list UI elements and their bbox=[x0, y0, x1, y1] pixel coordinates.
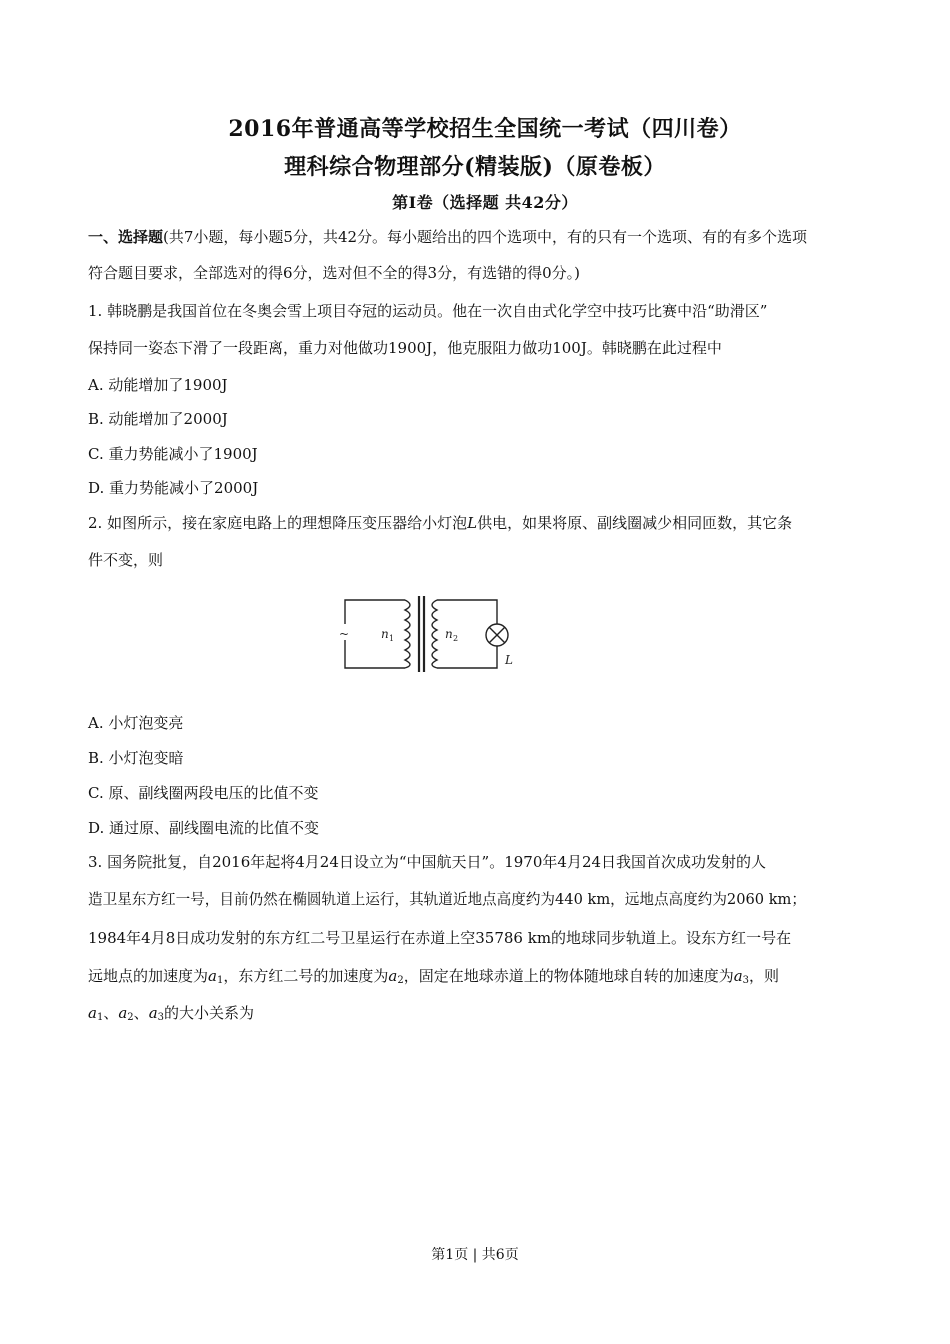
exam-title: 2016年普通高等学校招生全国统一考试（四川卷） bbox=[228, 116, 742, 142]
lamp-variable: L bbox=[467, 514, 478, 532]
lamp-label: L bbox=[505, 653, 513, 667]
page-footer: 第1页 | 共6页 bbox=[431, 1247, 519, 1263]
section-title: 第I卷（选择题 共42分） bbox=[392, 193, 578, 212]
q2-option-d: D. 通过原、副线圈电流的比值不变 bbox=[88, 819, 320, 837]
q1-option-c: C. 重力势能减小了1900J bbox=[88, 445, 258, 463]
n1-subscript: 1 bbox=[389, 634, 395, 643]
q1-option-d: D. 重力势能减小了2000J bbox=[88, 479, 259, 497]
n2-subscript: 2 bbox=[453, 634, 459, 643]
instructions-line-1: 一、选择题(共7小题，每小题5分，共42分。每小题给出的四个选项中，有的只有一个选项、有的有多个选项 bbox=[88, 228, 808, 246]
q2-stem-line-2: 件不变，则 bbox=[88, 551, 164, 569]
exam-subtitle: 理科综合物理部分(精装版)（原卷板） bbox=[284, 154, 666, 180]
q2-option-b: B. 小灯泡变暗 bbox=[88, 749, 184, 767]
section-label: 一、选择题 bbox=[88, 228, 164, 246]
n2-label: n bbox=[445, 627, 453, 641]
q1-stem-line-2: 保持同一姿态下滑了一段距离，重力对他做功1900J，他克服阻力做功100J。韩晓鹏在此过程中 bbox=[88, 339, 722, 357]
q2-option-a: A. 小灯泡变亮 bbox=[88, 714, 184, 732]
n1-label: n bbox=[381, 627, 389, 641]
q3-stem-line-4: 远地点的加速度为$a_1$，东方红二号的加速度为$a_2$，固定在地球赤道上的物体随地球自转的加速度为$a_3$，则 bbox=[88, 967, 780, 986]
q3-stem-line-5: $a_1$、$a_2$、$a_3$的大小关系为 bbox=[88, 1004, 255, 1023]
ac-source-symbol: ~ bbox=[339, 627, 350, 641]
transformer-circuit-diagram bbox=[335, 592, 525, 676]
q1-option-b: B. 动能增加了2000J bbox=[88, 410, 228, 428]
q3-stem-line-1: 3. 国务院批复，自2016年起将4月24日设立为“中国航天日”。1970年4月24日我国首次成功发射的人 bbox=[88, 853, 767, 871]
q2-option-c: C. 原、副线圈两段电压的比值不变 bbox=[88, 784, 319, 802]
q3-stem-line-2: 造卫星东方红一号，目前仍然在椭圆轨道上运行，其轨道近地点高度约为440 km，远地点高度约为2060 km； bbox=[88, 891, 806, 908]
q3-stem-line-3: 1984年4月8日成功发射的东方红二号卫星运行在赤道上空35786 km的地球同步轨道上。设东方红一号在 bbox=[88, 929, 792, 947]
q1-stem-line-1: 1. 韩晓鹏是我国首位在冬奥会雪上项目夺冠的运动员。他在一次自由式化学空中技巧比赛中沿“助滑区” bbox=[88, 302, 768, 320]
instructions-line-2: 符合题目要求，全部选对的得6分，选对但不全的得3分，有选错的得0分。) bbox=[88, 264, 580, 282]
q1-option-a: A. 动能增加了1900J bbox=[88, 376, 228, 394]
q2-stem-line-1: 2. 如图所示，接在家庭电路上的理想降压变压器给小灯泡L供电，如果将原、副线圈减少相同匝数，其它条 bbox=[88, 514, 793, 532]
